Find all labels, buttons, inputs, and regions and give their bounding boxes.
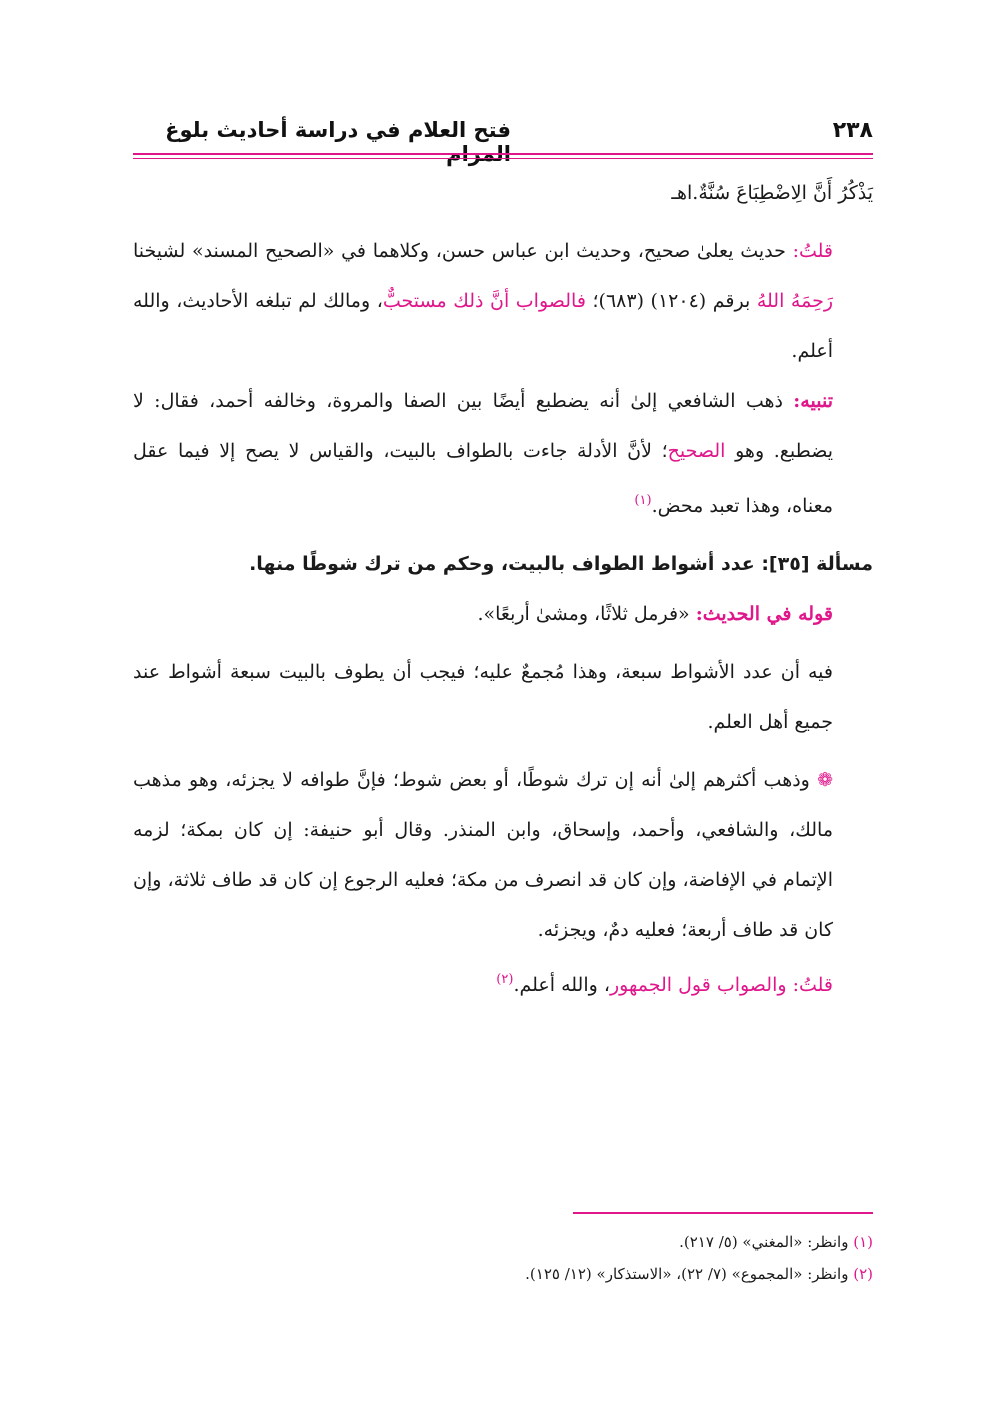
paragraph-text: ذهب الشافعي إلىٰ أنه يضطبع أيضًا بين الصفا والمروة، وخالفه أحمد، فقال: لا يضطبع. وهو (133, 390, 834, 462)
footnote-separator (573, 1212, 873, 1214)
footnote-2 (133, 1258, 873, 1290)
conclusion-text: فالصواب أنَّ ذلك مستحبٌّ (382, 290, 586, 312)
footnote-ref-1[interactable]: (١) (634, 493, 652, 508)
issue-heading (133, 539, 873, 589)
paragraph-opinions (133, 755, 873, 955)
sahih-word: الصحيح (667, 440, 726, 462)
header-rule-thick (133, 153, 873, 155)
footnote-text: وانظر: «المغني» (٥/ ٢١٧). (679, 1233, 854, 1251)
page-header (133, 118, 873, 166)
paragraph-count (133, 647, 873, 747)
paragraph-text: برقم (١٢٠٤) (٦٨٣)؛ (585, 290, 757, 312)
qultu-label: قلتُ: (792, 974, 833, 996)
page-number: ٢٣٨ (832, 118, 873, 143)
footnote-text: وانظر: «المجموع» (٧/ ٢٢)، «الاستذكار» (١٢/ ١٢٥). (525, 1265, 854, 1283)
paragraph-tanbih (133, 376, 873, 531)
paragraph-qultu-1 (133, 226, 873, 376)
qultu-label: قلتُ: (792, 240, 833, 262)
quote-line (133, 168, 873, 218)
footnote-number: (١) (853, 1233, 873, 1251)
footnote-ref-2[interactable]: (٢) (496, 972, 514, 987)
book-title: فتح العلام في دراسة أحاديث بلوغ المرام (165, 118, 511, 166)
body-text (133, 168, 873, 1010)
header-rule-thin (133, 158, 873, 159)
rahimahu-glyph: رَحِمَهُ اللهُ (756, 290, 834, 312)
issue-title: عدد أشواط الطواف بالبيت، وحكم من ترك شوطًا منها. (249, 553, 762, 575)
conclusion-text: والصواب قول الجمهور (609, 974, 793, 996)
hadith-line (133, 589, 873, 639)
paragraph-qultu-2 (133, 955, 873, 1010)
hadith-label: قوله في الحديث: (695, 603, 833, 625)
paragraph-text: فيه أن عدد الأشواط سبعة، وهذا مُجمعٌ عليه؛ فيجب أن يطوف بالبيت سبعة أشواط عند جميع أهل العلم. (133, 661, 833, 733)
paragraph-text: ، ومالك لم تبلغه الأحاديث، والله أعلم. (133, 290, 833, 362)
footnote-number: (٢) (853, 1265, 873, 1283)
footnotes (133, 1226, 873, 1290)
quote-text: يَذْكُرُ أَنَّ الِاضْطِبَاعَ سُنَّةٌ.اهـ (671, 182, 873, 204)
footnote-1 (133, 1226, 873, 1258)
paragraph-text: ، والله أعلم. (513, 974, 610, 996)
hadith-text: «فرمل ثلاثًا، ومشىٰ أربعًا». (477, 603, 696, 625)
paragraph-text: حديث يعلىٰ صحيح، وحديث ابن عباس حسن، وكلاهما في «الصحيح المسند» لشيخنا (133, 240, 793, 262)
issue-label: مسألة [٣٥]: (761, 553, 873, 575)
flower-icon: ❁ (817, 769, 833, 791)
paragraph-text: وذهب أكثرهم إلىٰ أنه إن ترك شوطًا، أو بعض شوط؛ فإنَّ طوافه لا يجزئه، وهو مذهب مالك، والشافعي، وأحمد، وإسحاق، وابن المنذر. وقال أبو حنيفة: إن كان بمكة؛ لزمه الإتمام في الإفاضة، وإن كان قد انصرف من مكة؛ فعليه الرجوع إن كان قد طاف ثلاثة، وإن كان قد طاف أربعة؛ فعليه دمٌ، ويجزئه. (133, 769, 833, 941)
paragraph-text: ؛ لأنَّ الأدلة جاءت بالطواف بالبيت، والقياس لا يصح إلا فيما عقل معناه، وهذا تعبد محض. (133, 440, 833, 517)
tanbih-label: تنبيه: (793, 390, 833, 412)
